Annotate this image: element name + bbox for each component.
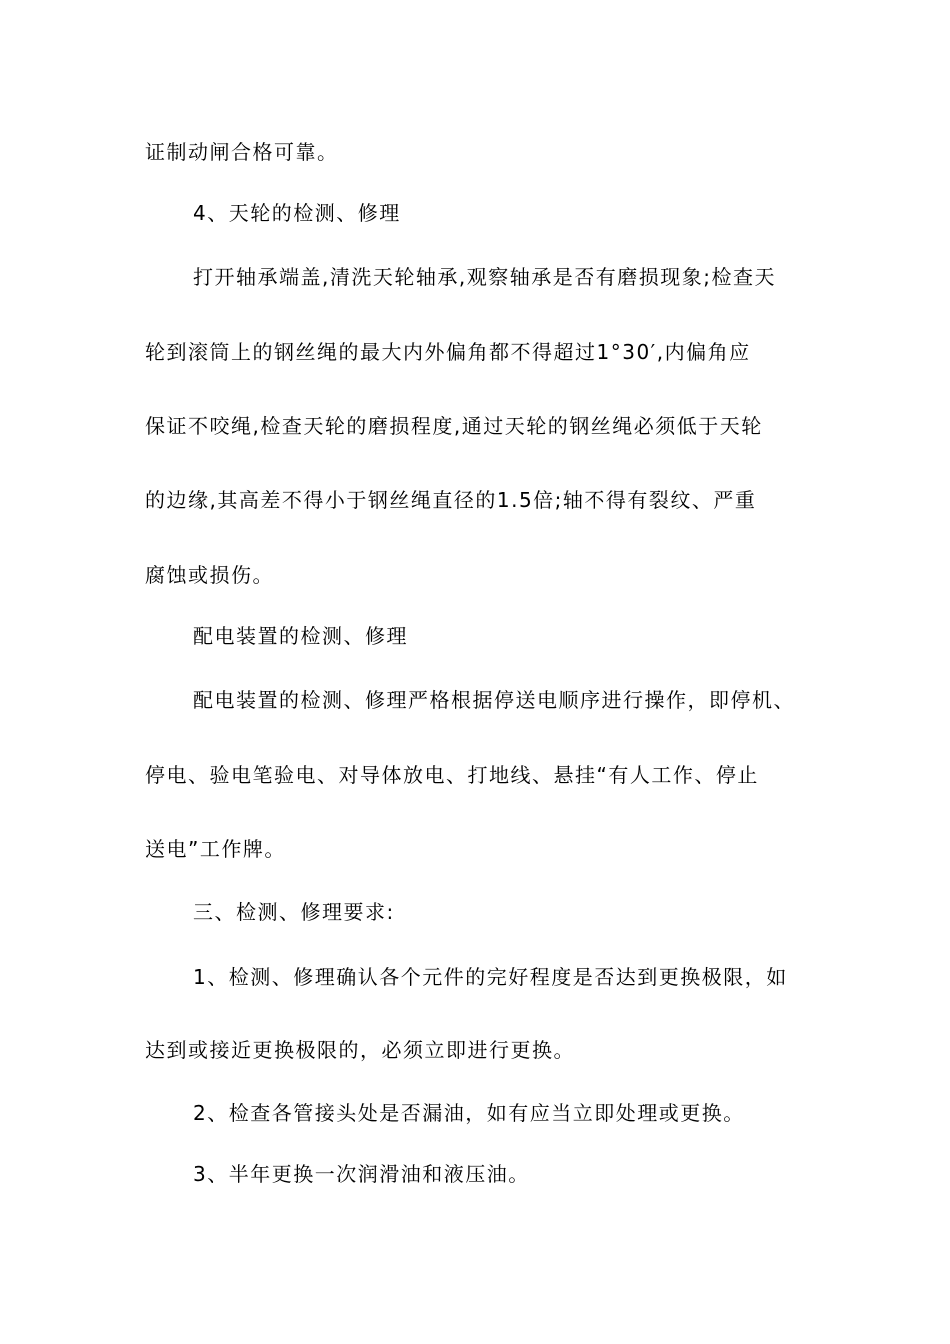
text-line: 腐蚀或损伤。 xyxy=(145,563,274,587)
text-line: 3、半年更换一次润滑油和液压油。 xyxy=(193,1162,530,1186)
text-line: 证制动闸合格可靠。 xyxy=(145,140,339,164)
text-line: 2、检查各管接头处是否漏油，如有应当立即处理或更换。 xyxy=(193,1101,745,1125)
text-line: 1、检测、修理确认各个元件的完好程度是否达到更换极限，如 xyxy=(193,965,788,989)
text-line: 停电、验电笔验电、对导体放电、打地线、悬挂“有人工作、停止 xyxy=(145,763,759,787)
text-line: 达到或接近更换极限的，必须立即进行更换。 xyxy=(145,1038,575,1062)
text-line: 配电装置的检测、修理严格根据停送电顺序进行操作，即停机、 xyxy=(193,688,795,712)
text-line: 保证不咬绳,检查天轮的磨损程度,通过天轮的钢丝绳必须低于天轮 xyxy=(145,414,763,438)
section-heading: 4、天轮的检测、修理 xyxy=(193,201,401,225)
text-line: 送电”工作牌。 xyxy=(145,837,286,861)
text-line: 打开轴承端盖,清洗天轮轴承,观察轴承是否有磨损现象;检查天 xyxy=(193,265,776,289)
text-line: 的边缘,其高差不得小于钢丝绳直径的1.5倍;轴不得有裂纹、严重 xyxy=(145,488,757,512)
section-heading: 配电装置的检测、修理 xyxy=(193,624,408,648)
section-heading: 三、检测、修理要求: xyxy=(193,900,395,924)
text-line: 轮到滚筒上的钢丝绳的最大内外偏角都不得超过1°30′,内偏角应 xyxy=(145,340,751,364)
